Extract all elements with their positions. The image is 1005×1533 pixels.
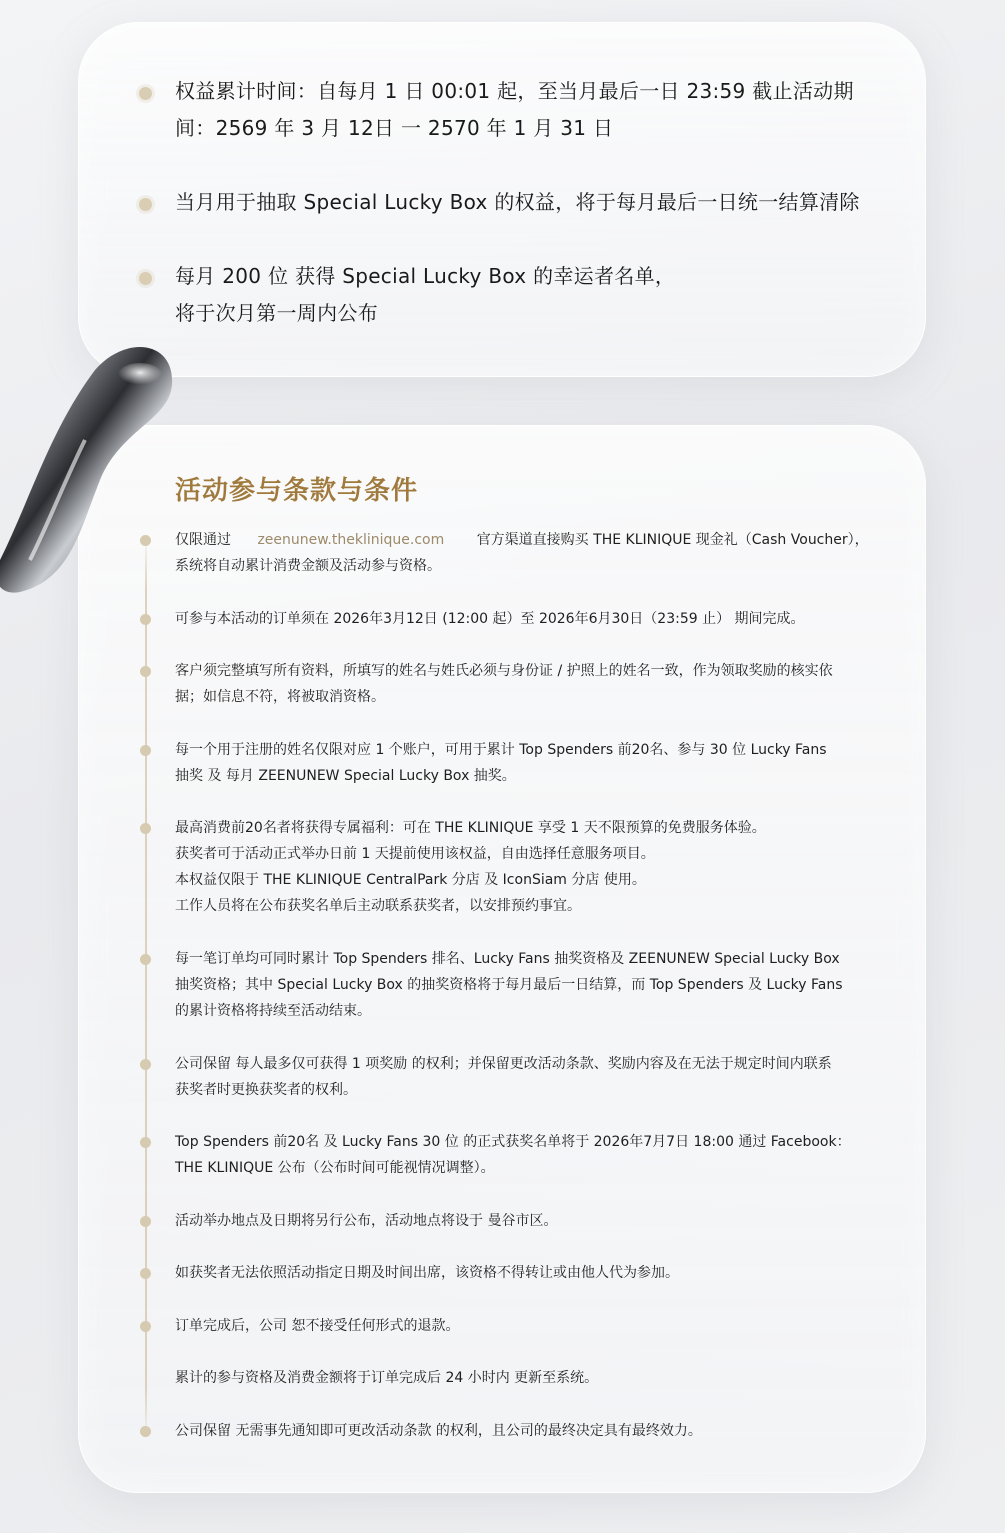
term-item: 每一个用于注册的姓名仅限对应 1 个账户，可用于累计 Top Spenders 前20名、参与 30 位 Lucky Fans 抽奖 及 每月 ZEENUNEW Special Lucky Box 抽奖。 [175, 742, 827, 784]
timeline-dot [140, 745, 151, 756]
term-item: Top Spenders 前20名 及 Lucky Fans 30 位 的正式获奖名单将于 2026年7月7日 18:00 通过 Facebook： THE KLINIQUE 公布（公布时间可能视情况调整）。 [175, 1134, 851, 1176]
term-item: 公司保留 每人最多仅可获得 1 项奖励 的权利；并保留更改活动条款、奖励内容及在无法于规定时间内联系 获奖者时更换获奖者的权利。 [175, 1056, 832, 1098]
bullet-dot [139, 198, 152, 211]
terms-section-title: 活动参与条款与条件 [175, 476, 419, 506]
term-item: 活动举办地点及日期将另行公布，活动地点将设于 曼谷市区。 [175, 1213, 558, 1229]
timeline-dot [140, 823, 151, 834]
bullet-dot [139, 272, 152, 285]
timeline-dot [140, 1321, 151, 1332]
benefit-accrual-period: 权益累计时间：自每月 1 日 00:01 起，至当月最后一日 23:59 截止活动期 间：2569 年 3 月 12日 一 2570 年 1 月 31 日 [175, 79, 854, 140]
term-item: 公司保留 无需事先通知即可更改活动条款 的权利，且公司的最终决定具有最终效力。 [175, 1423, 702, 1439]
website-link[interactable]: zeenunew.theklinique.com [257, 532, 445, 548]
timeline-dot [140, 1059, 151, 1070]
timeline-dot [140, 954, 151, 965]
term-item: 可参与本活动的订单须在 2026年3月12日 (12:00 起）至 2026年6月30日（23:59 止） 期间完成。 [175, 611, 805, 627]
term-item: 最高消费前20名者将获得专属福利：可在 THE KLINIQUE 享受 1 天不限预算的免费服务体验。 获奖者可于活动正式举办日前 1 天提前使用该权益，自由选择任意服务项目。 本权益仅限于 THE KLINIQUE CentralPark 分店 及 IconSiam 分店 使用。 工作人员将在公布获奖名单后主动联系获奖者，以安排预约事宜。 [175, 820, 766, 914]
bullet-dot [139, 87, 152, 100]
term-item: 每一笔订单均可同时累计 Top Spenders 排名、Lucky Fans 抽奖资格及 ZEENUNEW Special Lucky Box 抽奖资格；其中 Special Lucky Box 的抽奖资格将于每月最后一日结算，而 Top Spenders 及 Lucky Fans 的累计资格将持续至活动结束。 [175, 951, 843, 1019]
timeline-dot [140, 666, 151, 677]
term-item: 如获奖者无法依照活动指定日期及时间出席，该资格不得转让或由他人代为参加。 [175, 1265, 679, 1281]
term-item: 客户须完整填写所有资料，所填写的姓名与姓氏必须与身份证 / 护照上的姓名一致，作为领取奖励的核实依 据；如信息不符，将被取消资格。 [175, 663, 833, 705]
term-item: 累计的参与资格及消费金额将于订单完成后 24 小时内 更新至系统。 [175, 1370, 599, 1386]
timeline-dot [140, 1137, 151, 1148]
term-item: 仅限通过 zeenunew.theklinique.com 官方渠道直接购买 THE KLINIQUE 现金礼（Cash Voucher）， 系统将自动累计消费金额及活动参与资格。 [175, 532, 869, 574]
benefit-winners-announcement: 每月 200 位 获得 Special Lucky Box 的幸运者名单， 将于次月第一周内公布 [175, 264, 676, 325]
benefit-monthly-clearance: 当月用于抽取 Special Lucky Box 的权益，将于每月最后一日统一结算清除 [175, 190, 860, 214]
timeline-dot [140, 535, 151, 546]
timeline-dot [140, 1268, 151, 1279]
timeline-dot [140, 1216, 151, 1227]
timeline-dot [140, 1426, 151, 1437]
timeline-dot [140, 614, 151, 625]
term-item: 订单完成后，公司 恕不接受任何形式的退款。 [175, 1318, 460, 1334]
